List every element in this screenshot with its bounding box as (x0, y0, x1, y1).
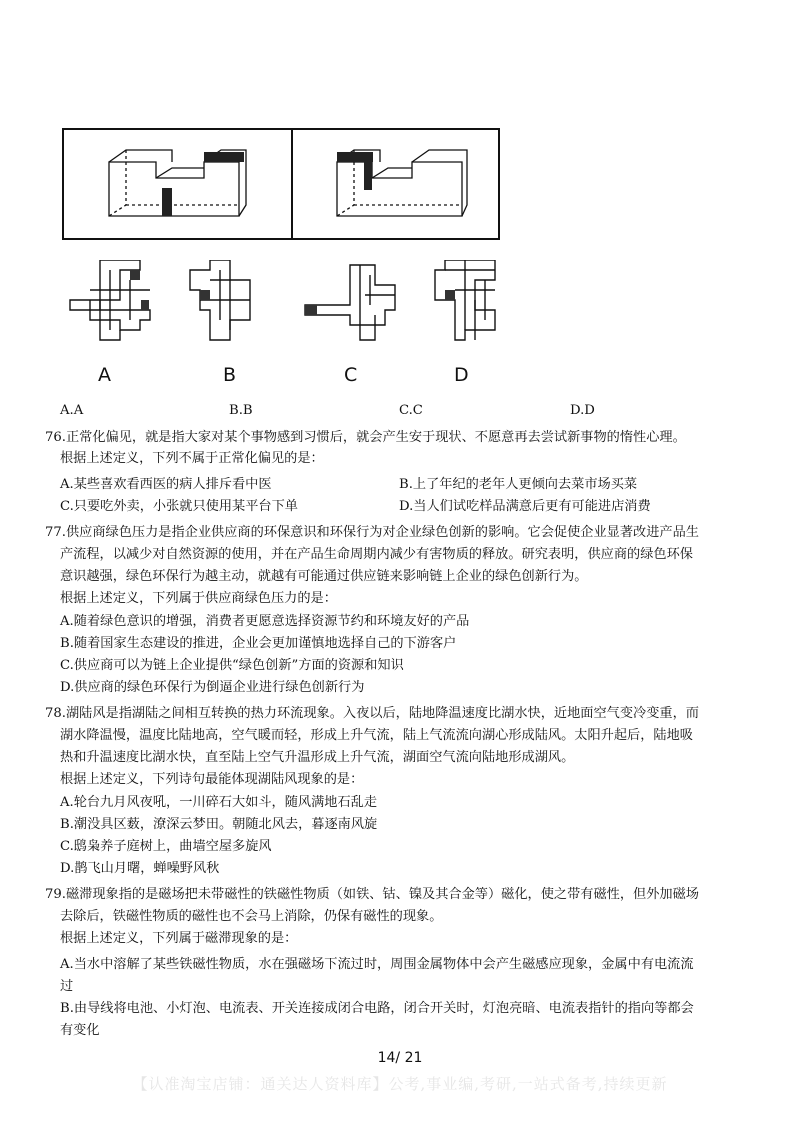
q79-option-a-cont: 过 (60, 979, 74, 994)
q76-option-d: D.当人们试吃样品满意后更有可能进店消费 (399, 499, 651, 514)
q76-option-b: B.上了年纪的老年人更倾向去菜市场买菜 (399, 477, 638, 492)
q78-option-d: D.鹊飞山月曙，蝉噪野风秋 (60, 861, 220, 876)
q79-option-b-cont: 有变化 (60, 1023, 100, 1038)
q79-prompt: 根据上述定义，下列属于磁滞现象的是： (60, 931, 298, 946)
net-d (435, 260, 495, 340)
q78-stem-line: 热和升温速度比湖水快，直至陆上空气升温形成上升气流，湖面空气流向陆地形成湖风。 (60, 750, 575, 765)
option-letter-b: B (223, 364, 237, 386)
q79-stem-line: 去除后，铁磁性物质的磁性也不会马上消除，仍保有磁性的现象。 (60, 909, 443, 924)
q77-option-c: C.供应商可以为链上企业提供“绿色创新”方面的资源和知识 (60, 658, 404, 673)
q76-option-c: C.只要吃外卖，小张就只使用某平台下单 (60, 499, 298, 514)
q78-stem-line: 78.湖陆风是指湖陆之间相互转换的热力环流现象。入夜以后，陆地降温速度比湖水快，近地面空气变冷变重，而 (45, 706, 699, 721)
figure-divider (291, 130, 293, 238)
q76-stem-line: 76.正常化偏见，就是指大家对某个事物感到习惯后，就会产生安于现状、不愿意再去尝试新事物的惰性心理。 (45, 430, 686, 445)
option-letter-d: D (454, 364, 469, 386)
q77-stem-line: 77.供应商绿色压力是指企业供应商的环保意识和环保行为对企业绿色创新的影响。它会促使企业显著改进产品生 (45, 525, 699, 540)
net-options (60, 260, 510, 350)
q78-stem-line: 湖水降温慢，温度比陆地高，空气暖而轻，形成上升气流，陆上气流流向湖心形成陆风。太阳升起后，陆地吸 (60, 728, 693, 743)
net-b (190, 260, 250, 340)
q77-stem-line: 产流程，以减少对自然资源的使用，并在产品生命周期内减少有害物质的释放。研究表明，供应商的绿色环保 (60, 547, 693, 562)
q78-option-a: A.轮台九月风夜吼，一川碎石大如斗，随风满地石乱走 (60, 795, 378, 810)
q77-stem-line: 意识越强，绿色环保行为越主动，就越有可能通过供应链来影响链上企业的绿色创新行为。 (60, 569, 588, 584)
q78-option-b: B.潮没具区薮，潦深云梦田。朝随北风去，暮逐南风旋 (60, 817, 378, 832)
q79-stem-line: 79.磁滞现象指的是磁场把未带磁性的铁磁性物质（如铁、钴、镍及其合金等）磁化，使之带有磁性，但外加磁场 (45, 887, 699, 902)
q78-option-c: C.鸱枭养子庭树上，曲墙空屋多旋风 (60, 839, 272, 854)
net-c (305, 265, 395, 340)
q77-prompt: 根据上述定义，下列属于供应商绿色压力的是： (60, 591, 337, 606)
option-letter-c: C (344, 364, 358, 386)
q75-option-c: C.C (399, 403, 423, 418)
three-d-views (64, 130, 498, 238)
page-number: 14/ 21 (377, 1050, 423, 1066)
q77-option-d: D.供应商的绿色环保行为倒逼企业进行绿色创新行为 (60, 680, 365, 695)
q77-option-b: B.随着国家生态建设的推进，企业会更加谨慎地选择自己的下游客户 (60, 636, 457, 651)
q75-option-a: A.A (60, 403, 84, 418)
q78-prompt: 根据上述定义，下列诗句最能体现湖陆风现象的是： (60, 772, 364, 787)
q75-option-d: D.D (570, 403, 595, 418)
option-letter-a: A (98, 364, 111, 386)
q75-option-b: B.B (229, 403, 253, 418)
watermark-text: 【认准淘宝店铺：通关达人资料库】公考,事业编,考研,一站式备考,持续更新 (132, 1075, 668, 1093)
q77-option-a: A.随着绿色意识的增强，消费者更愿意选择资源节约和环境友好的产品 (60, 614, 470, 629)
q76-prompt: 根据上述定义，下列不属于正常化偏见的是： (60, 451, 324, 466)
q79-option-a: A.当水中溶解了某些铁磁性物质，水在强磁场下流过时，周围金属物体中会产生磁感应现象，金属中有电流流 (60, 957, 694, 972)
q76-option-a: A.某些喜欢看西医的病人排斥看中医 (60, 477, 272, 492)
q79-option-b: B.由导线将电池、小灯泡、电流表、开关连接成闭合电路，闭合开关时，灯泡亮暗、电流表指针的指向等都会 (60, 1001, 694, 1016)
question-figure (62, 128, 500, 240)
